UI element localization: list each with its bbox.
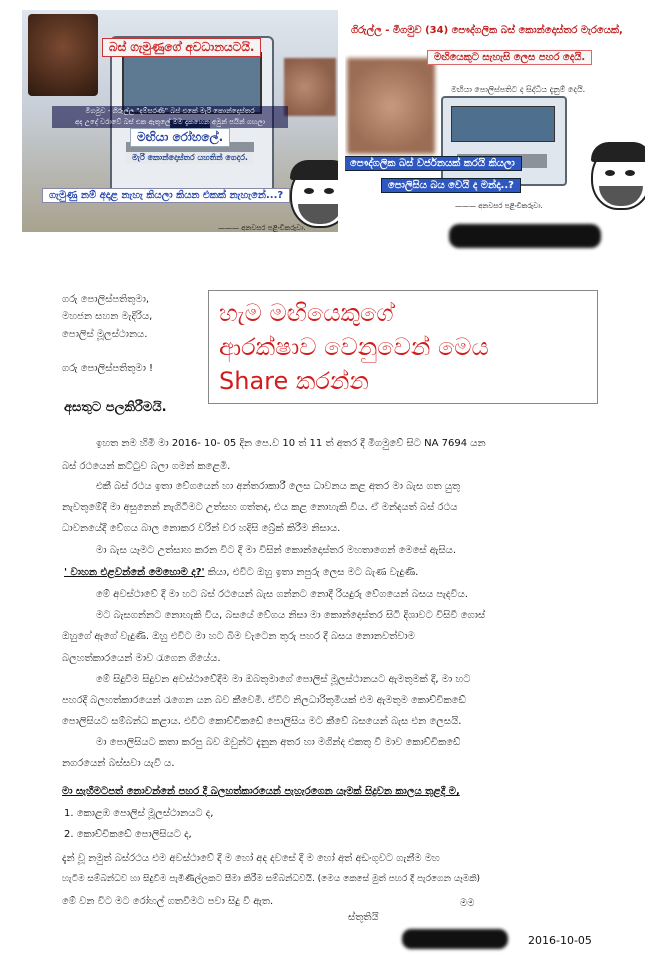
collage-right-image [345,10,645,256]
body-line: මට බැසගන්නට නොහැකි විය, බසයේ වේගය නිසා මා කොන්දොස්තර සිටි දිශාවට විසිවී ගොස් [96,610,486,621]
salutation: ගරු පොලිස්පතිතුමා ! [62,363,154,374]
collage-right-caption-blue-1: පෞද්ගලික බස් වර්ජනයක් කරයි කියලා [345,156,522,171]
body-line: හැටීම සම්බන්ධව හා සිදුවීම පැමිණිල්ලකට සීමා කිරීම සම්බන්ධවයි. (මෙය කෙසේ මුත් පහර දී පැරගෙන යෑමකි) [62,874,481,884]
body-line: මේ අවස්ථාවේ දී මා හට බස් රථයෙන් බැස ගන්නට නොදී රියදුරු වේගයෙන් බසය පැදවිය. [96,589,468,600]
collage-right-headline: ගිරුල්ල - මීගමුව (34) පෞද්ගලික බස් කොන්දොස්තර මැරයෙක්, [345,24,629,37]
body-line: ඔහුගේ ඇගේ වැදුණි. ඔහු එවිට මා හට බිම වැටෙන තුරු පහර දී බසය නොනවත්වාම [62,631,415,642]
cartoon-face-icon [591,144,645,210]
section-heading: මා සැහීමටපත් නොවන්නේ පහර දී බලහත්කාරයෙන් පැහැරගෙන යෑමක් සිදුවන කාලය තුළදී ම, [62,786,460,797]
body-quote-line: ' වාහන එළවන්නේ මෙහොම ද?' කියා, එවිට ඔහු ඉතා නපුරු ලෙස මට බැණ වැදුණි. [64,567,419,578]
letter-subject: අසතුට පලකිරීමයි. [64,400,167,415]
redaction-scribble [449,224,601,248]
letter-date: 2016-10-05 [528,934,592,947]
share-callout-box [208,290,598,404]
collage-left-headline-2: මඟියා රෝහලේ. [130,128,230,147]
share-line-3: Share කරන්න [219,367,369,395]
collage-right-headline-2: මඟියෙකුට සැහැසි ලෙස පහර දෙයි. [427,50,592,65]
body-line: මා පොලිසියට කතා කරපු බව ඔවුන්ට දැනුන අතර හා මගින්ද එකතු වී මාව කොච්චිකඩේ [96,737,461,748]
closing-thanks: ස්තුතියි [348,912,379,923]
blurred-face-photo-large [347,58,435,154]
collage-left-caption-bottom: ගැමුණු නම් අදාළ නැහැ කියලා කියන එකක් නැහැනේ...? [42,188,290,203]
redacted-signature [402,929,508,949]
quoted-question: ' වාහන එළවන්නේ මෙහොම ද?' [64,567,205,578]
collage-right-caption-blue-2: පොලිසිය බය වෙයි ද මන්දා..? [381,178,521,193]
collage-left-signature: ——— අනවසර පළිංචිකරුවා. [218,224,306,232]
body-line: දැන් වූ නමුත් බස්රථය එම අවස්ථාවේ දී ම හෝ අද දවසේ දී ම හෝ අත් අඩංගුවට ගැනීම මහ [62,853,440,864]
share-word: Share [219,367,289,395]
address-line: ගරු පොලිස්පතිතුමා, [62,294,150,305]
body-line: ඉහත නම හිමි මා 2016- 10- 05 දින පෙ.ව 10 ත් 11 ත් අතර දී මීගමුවේ සිට NA 7694 යන [96,438,486,449]
collage-left-caption-mid: මැරි කොන්දොස්තර යහතින් ගෙදර. [126,152,254,164]
collage-left-image [22,10,338,232]
body-line: මේ වන විට මට රෝහල් ගතවීමට පවා සිදු වී ඇත. [62,896,274,907]
body-line: මේ සිදුවීම සිදුවන අවස්ථාවේදීම මා ඔබතුමාගේ පොලිස් මූලස්ථානයට ඇමතුමක් දී, මා හට [96,674,471,685]
man-portrait-photo [28,14,98,96]
body-line: ධාවනයේදී වේගය බාල නොකර වරින් වර හදිසි බ්‍රේක් කිරීම නිසාය. [62,523,341,534]
closing-sender: මම [460,898,475,909]
body-line: පොලිසියට සම්බන්ධ කළාය. එවිට කොච්චිකඩේ පොලිසිය මට කීවේ බසයෙන් බැස එන ලෙසයි. [62,716,462,727]
share-line-1: හැම මඟියෙකුගේ [219,299,394,327]
address-line: පොලිස් මූලස්ථානය. [62,329,148,340]
body-line: එකී බස් රථය ඉතා වේගයෙන් හා අන්තරාකාරී ලෙස ධාවනය කළ අතර මා බැස ගත යුතු [96,481,461,492]
bus-photo-small [441,96,567,186]
blurred-face-photo [284,58,336,116]
body-line: පහරදී බලහත්කාරයෙන් රැගෙන යන බව කීවෙමි. ඒවිට නිලධාරිතුමියක් එම ඇමතුම කොච්චිකඩේ [62,695,466,706]
collage-left-caption-top: මීගමුව - ගිරුල්ල "දම්සරණි" බස් එකේ මැරි කොන්දොස්තර අද උදේ වරාවේ බස් එක ඇතුලේ මම දැකහෙන අමුන් පයින් ගහලා [52,106,288,128]
cartoon-face-icon [290,162,338,228]
body-line: බලහත්කාරයෙන් මාව රැගෙන ගියේය. [62,653,221,664]
body-line: නැවතුමේදී මා අසුනෙන් නැගිටීමට උත්සහ ගත්තද, එය කළ නොහැකි විය. ඒ මන්දයත් බස් රථය [62,502,458,513]
body-line: නගරයෙන් බස්සවා යැවී ය. [62,758,175,769]
share-line-2: ආරක්ෂාව වෙනුවෙන් මෙය [219,333,489,361]
collage-right-caption-small: මඟියා පොලිස්පතිට ද සිද්ධිය දැනුම් දෙයි. [451,85,586,94]
collage-left-headline: බස් ගැමුණුගේ අවධානයටයි. [102,38,261,57]
body-line: බස් රථයෙන් කට්ටුව බලා ගමන් කළෙමි. [62,461,231,472]
numbered-item: 2. කොච්චිකඩේ පොලිසියට ද, [64,829,192,840]
numbered-item: 1. කොළඹ පොලිස් මූලස්ථානයට ද, [64,808,214,819]
collage-right-signature: ——— අනවසර පළිංචිකරුවා. [455,202,543,210]
body-line: මා බැස යෑමට උත්සාහ කරන විට දී මා විසින් කොන්දොස්තර මහතාගෙන් මෙසේ ඇසිය. [96,545,457,556]
address-line: මහජන සහන මැදිරිය, [62,311,153,322]
